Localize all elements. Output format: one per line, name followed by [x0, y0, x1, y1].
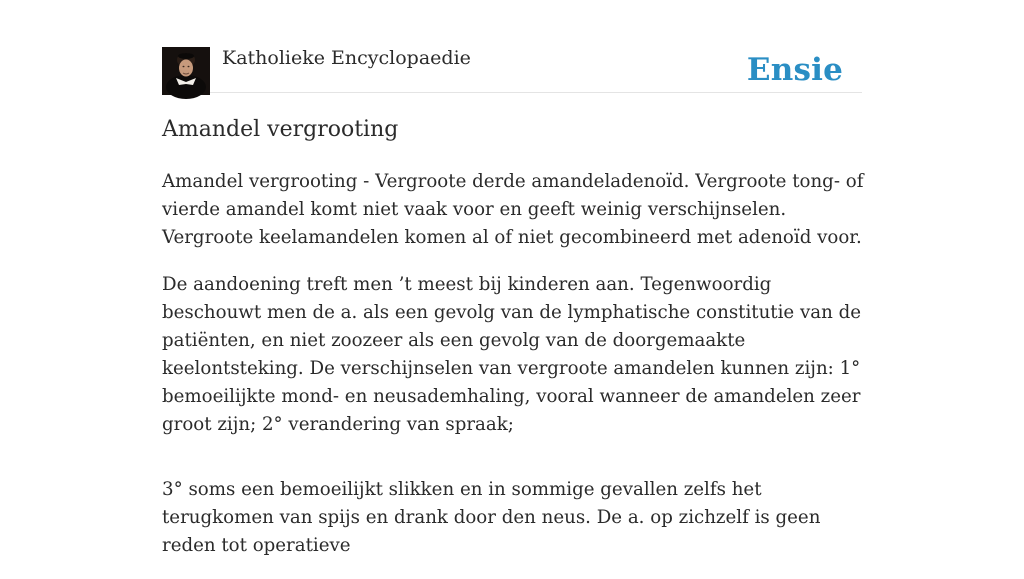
article-body — [162, 168, 870, 579]
portrait-avatar-graphic — [162, 47, 210, 95]
ensie-logo[interactable]: Ensie — [746, 52, 843, 88]
paragraph: 3° soms een bemoeilijkt slikken en in sommige gevallen zelfs het terugkomen van spijs en drank door den neus. De a. op zichzelf is geen reden tot operatieve — [162, 479, 821, 556]
page-container — [162, 0, 864, 556]
source-header — [162, 0, 862, 93]
source-title[interactable]: Katholieke Encyclopaedie — [222, 47, 471, 69]
article-title: Amandel vergrooting — [162, 117, 399, 142]
paragraph: Amandel vergrooting - Vergroote derde amandeladenoïd. Vergroote tong- of vierde amandel komt niet vaak voor en geeft weinig verschijnselen. Vergroote keelamandelen komen al of niet gecombineerd met adenoïd voor. — [162, 171, 864, 248]
portrait-avatar-icon[interactable] — [162, 47, 210, 95]
paragraph: De aandoening treft men ’t meest bij kinderen aan. Tegenwoordig beschouwt men de a. als een gevolg van de lymphatische constitutie van de patiënten, en niet zoozeer als een gevolg van de doorgemaakte keelontsteking. De verschijnselen van vergroote amandelen kunnen zijn: 1° bemoeilijkte mond- en neusademhaling, vooral wanneer de amandelen zeer groot zijn; 2° verandering van spraak; — [162, 274, 861, 435]
